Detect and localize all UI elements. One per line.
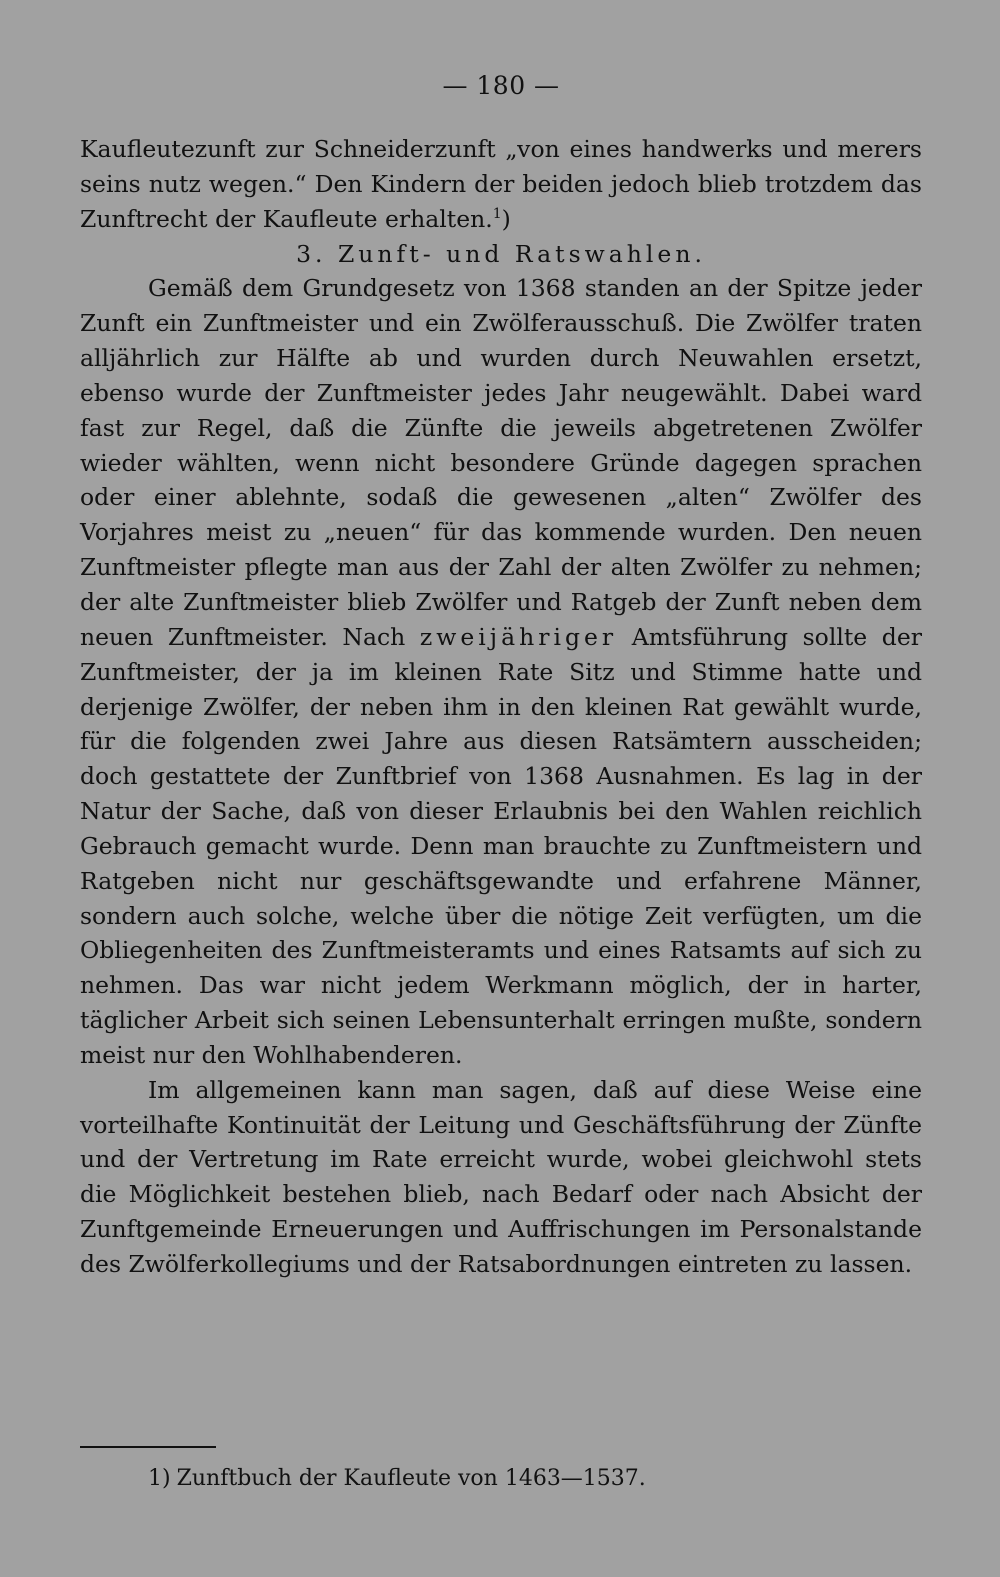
section-heading: 3. Zunft- und Ratswahlen. <box>296 239 706 268</box>
footnote-marker: 1) <box>148 1466 171 1491</box>
footnote-reference-close: ) <box>501 204 511 233</box>
paragraph-2-part-1: Gemäß dem Grundgesetz von 1368 standen an der Spitze jeder Zunft ein Zunftmeister und ein Zwölferausschuß. Die Zwölfer traten alljährlich zur Hälfte ab und wurden durch Neuwahlen ersetzt, ebenso wurde der Zunftmeister jedes Jahr neugewählt. Dabei ward fast zur Regel, daß die Zünfte die jeweils abgetretenen Zwölfer wieder wählten, wenn nicht besondere Gründe dagegen sprachen oder einer ablehnte, sodaß die gewesenen „alten“ Zwölfer des Vorjahres meist zu „neuen“ für das kommende wurden. Den neuen Zunftmeister pflegte man aus der Zahl der alten Zwölfer zu nehmen; der alte Zunftmeister blieb Zwölfer und Ratgeb der Zunft neben dem neuen Zunftmeister. Nach <box>80 274 922 651</box>
paragraph-2 <box>80 271 922 1072</box>
document-page <box>80 0 922 1577</box>
page-number: — 180 — <box>442 71 560 100</box>
body-text <box>80 132 922 1282</box>
footnote-divider <box>80 1446 216 1448</box>
footnote <box>148 1462 918 1496</box>
paragraph-3: Im allgemeinen kann man sagen, daß auf diese Weise eine vorteilhafte Kontinuität der Leitung und Geschäftsführung der Zünfte und der Vertretung im Rate erreicht wurde, wobei gleichwohl stets die Möglichkeit bestehen blieb, nach Bedarf oder nach Absicht der Zunftgemeinde Erneuerungen und Auffrischungen im Personalstande des Zwölferkollegiums und der Ratsabordnungen eintreten zu lassen. <box>80 1075 922 1278</box>
footnote-reference: 1 <box>492 205 502 222</box>
paragraph-2-part-2: Amtsführung sollte der Zunftmeister, der ja im kleinen Rate Sitz und Stimme hatte und derjenige Zwölfer, der neben ihm in den kleinen Rat gewählt wurde, für die folgenden zwei Jahre aus diesen Ratsämtern ausscheiden; doch gestattete der Zunftbrief von 1368 Ausnahmen. Es lag in der Natur der Sache, daß von dieser Erlaubnis bei den Wahlen reichlich Gebrauch gemacht wurde. Denn man brauchte zu Zunftmeistern und Ratgeben nicht nur geschäftsgewandte und erfahrene Männer, sondern auch solche, welche über die nötige Zeit verfügten, um die Obliegenheiten des Zunftmeisteramts und eines Ratsamts auf sich zu nehmen. Das war nicht jedem Werkmann möglich, der in harter, täglicher Arbeit sich seinen Lebensunterhalt erringen mußte, sondern meist nur den Wohlhabenderen. <box>80 622 922 1069</box>
paragraph-1-text: Kaufleutezunft zur Schneiderzunft „von eines handwerks und merers seins nutz wegen.“ Den Kindern der beiden jedoch blieb trotzdem das Zunftrecht der Kaufleute erhalten. <box>80 135 922 233</box>
footnote-text: Zunftbuch der Kaufleute von 1463—1537. <box>176 1466 646 1491</box>
paragraph-1 <box>80 132 922 237</box>
paragraph-2-emphasis: zweijähriger <box>419 622 618 651</box>
